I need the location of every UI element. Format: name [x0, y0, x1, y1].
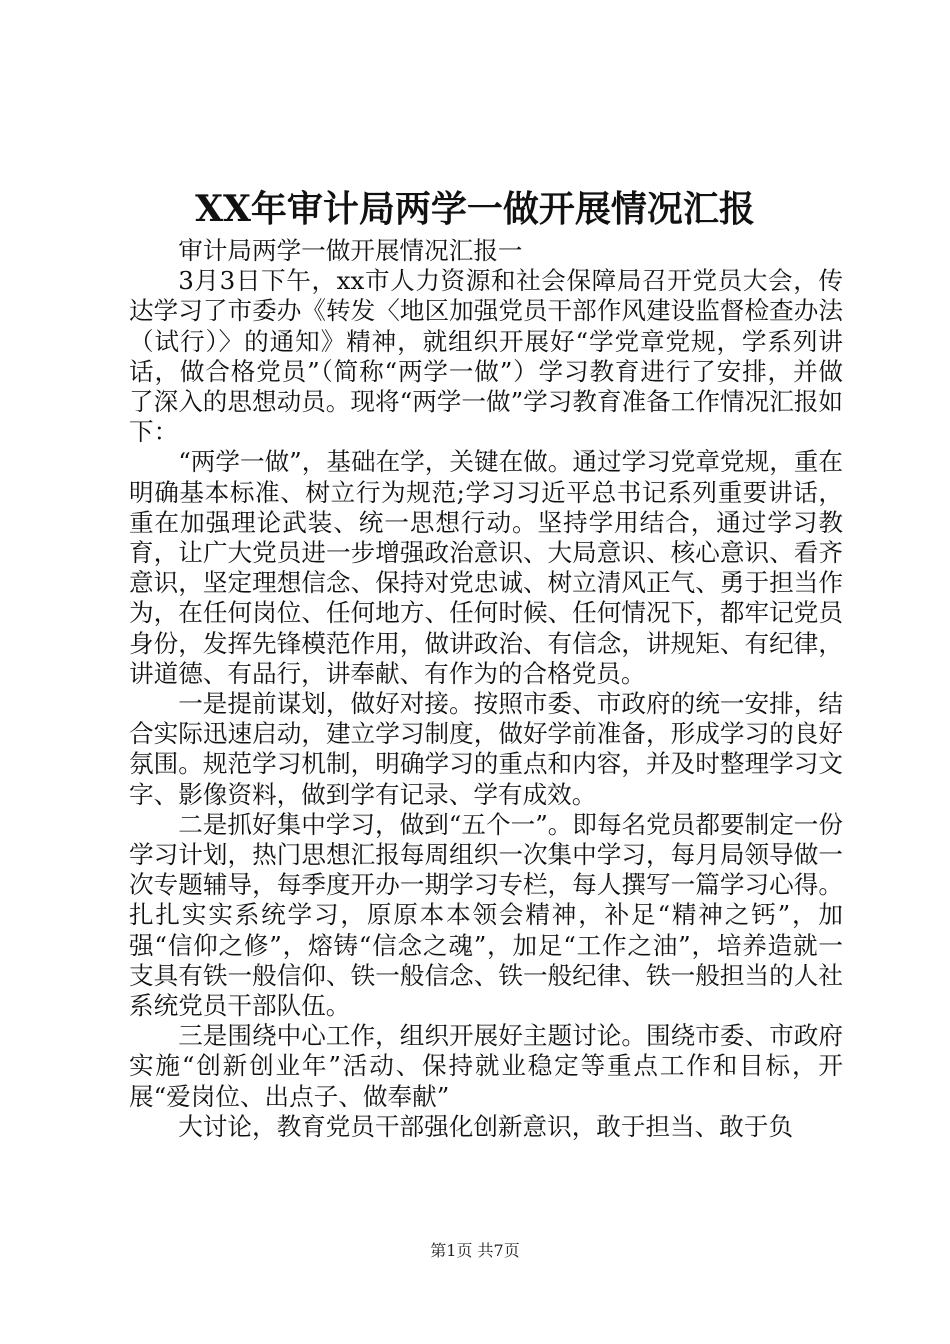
paragraph: 三是围绕中心工作，组织开展好主题讨论。围绕市委、市政府实施“创新创业年”活动、保持就业稳定等重点工作和目标，开展“爱岗位、出点子、做奉献”	[129, 1021, 843, 1111]
paragraph: 3月3日下午，xx市人力资源和社会保障局召开党员大会，传达学习了市委办《转发〈地区加强党员干部作风建设监督检查办法（试行）〉的通知》精神，就组织开展好“学党章党规，学系列讲话，做合格党员”（简称“两学一做”）学习教育进行了安排，并做了深入的思想动员。现将“两学一做”学习教育准备工作情况汇报如下：	[129, 266, 843, 447]
paragraph: 大讨论，教育党员干部强化创新意识，敢于担当、敢于负	[178, 1111, 794, 1141]
document-title: XX年审计局两学一做开展情况汇报	[195, 188, 755, 230]
paragraph: “两学一做”，基础在学，关键在做。通过学习党章党规，重在明确基本标准、树立行为规范;学习习近平总书记系列重要讲话，重在加强理论武装、统一思想行动。坚持学用结合，通过学习教育，让广大党员进一步增强政治意识、大局意识、核心意识、看齐意识，坚定理想信念、保持对党忠诚、树立清风正气、勇于担当作为，在任何岗位、任何地方、任何时候、任何情况下，都牢记党员身份，发挥先锋模范作用，做讲政治、有信念，讲规矩、有纪律，讲道德、有品行，讲奉献、有作为的合格党员。	[129, 447, 843, 688]
page-footer: 第1页 共7页	[430, 1241, 520, 1260]
paragraph: 二是抓好集中学习，做到“五个一”。即每名党员都要制定一份学习计划，热门思想汇报每周组织一次集中学习，每月局领导做一次专题辅导，每季度开办一期学习专栏，每人撰写一篇学习心得。扎扎实实系统学习，原原本本领会精神，补足“精神之钙”，加强“信仰之修”，熔铸“信念之魂”，加足“工作之油”，培养造就一支具有铁一般信仰、铁一般信念、铁一般纪律、铁一般担当的人社系统党员干部队伍。	[129, 809, 843, 1021]
document-body	[129, 236, 843, 1142]
paragraph: 审计局两学一做开展情况汇报一	[178, 236, 523, 265]
paragraph: 一是提前谋划，做好对接。按照市委、市政府的统一安排，结合实际迅速启动，建立学习制度，做好学前准备，形成学习的良好氛围。规范学习机制，明确学习的重点和内容，并及时整理学习文字、影像资料，做到学有记录、学有成效。	[129, 689, 843, 809]
